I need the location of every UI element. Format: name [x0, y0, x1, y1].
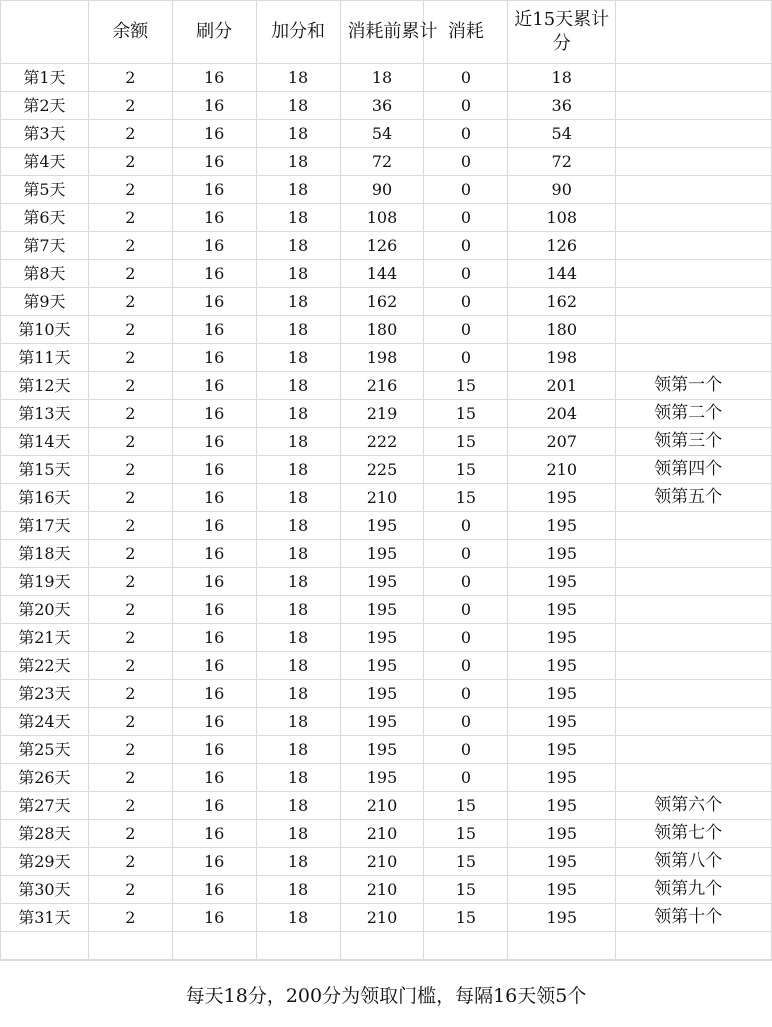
cell-sum[interactable]: 18 [256, 120, 340, 148]
cell-acc[interactable]: 195 [508, 680, 616, 708]
cell-cost[interactable]: 0 [424, 204, 508, 232]
cell-balance[interactable]: 2 [88, 148, 172, 176]
cell-pre[interactable]: 180 [340, 316, 424, 344]
cell-day[interactable]: 第22天 [1, 652, 89, 680]
cell-pre[interactable]: 18 [340, 64, 424, 92]
cell-note[interactable]: 领第十个 [616, 904, 772, 932]
cell-sum[interactable]: 18 [256, 428, 340, 456]
table-row [1, 428, 772, 456]
table-row [1, 540, 772, 568]
cell-day[interactable]: 第19天 [1, 568, 89, 596]
cell-note[interactable] [616, 176, 772, 204]
cell-acc[interactable]: 36 [508, 92, 616, 120]
cell-acc[interactable]: 90 [508, 176, 616, 204]
cell-sum[interactable]: 18 [256, 288, 340, 316]
cell-sum[interactable]: 18 [256, 204, 340, 232]
cell-pre[interactable]: 210 [340, 876, 424, 904]
cell-cost[interactable]: 15 [424, 456, 508, 484]
header-cell-brush[interactable]: 刷分 [172, 1, 256, 64]
header-cell-pre-cost[interactable] [340, 1, 438, 64]
cell-note[interactable]: 领第七个 [616, 820, 772, 848]
cell-note[interactable] [616, 680, 772, 708]
cell-acc[interactable]: 195 [508, 736, 616, 764]
table-row [1, 792, 772, 820]
cell-brush[interactable]: 16 [172, 120, 256, 148]
cell-day[interactable]: 第16天 [1, 484, 89, 512]
cell-brush[interactable]: 16 [172, 428, 256, 456]
cell-cost[interactable]: 15 [424, 848, 508, 876]
cell-pre[interactable]: 222 [340, 428, 424, 456]
cell-brush[interactable]: 16 [172, 316, 256, 344]
cell-sum[interactable]: 18 [256, 792, 340, 820]
cell-acc[interactable]: 195 [508, 484, 616, 512]
cell-balance[interactable]: 2 [88, 316, 172, 344]
empty-cell[interactable] [1, 932, 89, 960]
cell-brush[interactable]: 16 [172, 736, 256, 764]
cell-cost[interactable]: 15 [424, 400, 508, 428]
table-row [1, 148, 772, 176]
cell-acc[interactable]: 195 [508, 792, 616, 820]
table-row [1, 904, 772, 932]
cell-balance[interactable]: 2 [88, 708, 172, 736]
cell-sum[interactable]: 18 [256, 232, 340, 260]
header-pre-cost-text: 消耗前累计 [347, 21, 438, 42]
cell-sum[interactable]: 18 [256, 372, 340, 400]
cell-sum[interactable]: 18 [256, 64, 340, 92]
cell-brush[interactable]: 16 [172, 204, 256, 232]
cell-balance[interactable]: 2 [88, 288, 172, 316]
cell-cost[interactable]: 0 [424, 624, 508, 652]
cell-brush[interactable]: 16 [172, 288, 256, 316]
cell-balance[interactable]: 2 [88, 820, 172, 848]
table-row [1, 288, 772, 316]
cell-day[interactable]: 第5天 [1, 176, 89, 204]
table-row [1, 708, 772, 736]
table-row [1, 764, 772, 792]
table-row [1, 848, 772, 876]
cell-day[interactable]: 第31天 [1, 904, 89, 932]
cell-day[interactable]: 第8天 [1, 260, 89, 288]
cell-pre[interactable]: 195 [340, 708, 424, 736]
cell-sum[interactable]: 18 [256, 876, 340, 904]
cell-balance[interactable]: 2 [88, 372, 172, 400]
cell-day[interactable]: 第29天 [1, 848, 89, 876]
table-row [1, 120, 772, 148]
cell-acc[interactable]: 126 [508, 232, 616, 260]
cell-note[interactable]: 领第九个 [616, 876, 772, 904]
empty-cell[interactable] [508, 932, 616, 960]
cell-pre[interactable]: 216 [340, 372, 424, 400]
cell-brush[interactable]: 16 [172, 400, 256, 428]
cell-acc[interactable]: 108 [508, 204, 616, 232]
cell-sum[interactable]: 18 [256, 540, 340, 568]
cell-note[interactable] [616, 736, 772, 764]
table-row [1, 260, 772, 288]
cell-sum[interactable]: 18 [256, 400, 340, 428]
cell-brush[interactable]: 16 [172, 456, 256, 484]
header-cell-corner[interactable] [1, 1, 89, 64]
cell-sum[interactable]: 18 [256, 344, 340, 372]
cell-brush[interactable]: 16 [172, 232, 256, 260]
cell-brush[interactable]: 16 [172, 540, 256, 568]
cell-note[interactable]: 领第二个 [616, 400, 772, 428]
table-row [1, 372, 772, 400]
cell-cost[interactable]: 0 [424, 680, 508, 708]
cell-cost[interactable]: 0 [424, 568, 508, 596]
cell-pre[interactable]: 195 [340, 652, 424, 680]
cell-day[interactable]: 第18天 [1, 540, 89, 568]
cell-day[interactable]: 第2天 [1, 92, 89, 120]
cell-acc[interactable]: 18 [508, 64, 616, 92]
cell-sum[interactable]: 18 [256, 820, 340, 848]
cell-acc[interactable]: 195 [508, 820, 616, 848]
table-row [1, 484, 772, 512]
table-row [1, 344, 772, 372]
cell-pre[interactable]: 195 [340, 568, 424, 596]
cell-acc[interactable]: 195 [508, 904, 616, 932]
table-row [1, 400, 772, 428]
cell-note[interactable] [616, 512, 772, 540]
cell-note[interactable] [616, 92, 772, 120]
cell-note[interactable]: 领第三个 [616, 428, 772, 456]
cell-sum[interactable]: 18 [256, 568, 340, 596]
cell-sum[interactable]: 18 [256, 176, 340, 204]
cell-cost[interactable]: 15 [424, 428, 508, 456]
cell-sum[interactable]: 18 [256, 708, 340, 736]
cell-pre[interactable]: 195 [340, 540, 424, 568]
cell-acc[interactable]: 210 [508, 456, 616, 484]
cell-balance[interactable]: 2 [88, 540, 172, 568]
cell-brush[interactable]: 16 [172, 596, 256, 624]
cell-balance[interactable]: 2 [88, 568, 172, 596]
cell-balance[interactable]: 2 [88, 400, 172, 428]
empty-cell[interactable] [424, 932, 508, 960]
cell-note[interactable] [616, 764, 772, 792]
cell-note[interactable] [616, 64, 772, 92]
header-cell-note[interactable] [616, 1, 772, 64]
table-row [1, 596, 772, 624]
table-row [1, 232, 772, 260]
table-row [1, 680, 772, 708]
cell-balance[interactable]: 2 [88, 260, 172, 288]
cell-acc[interactable]: 144 [508, 260, 616, 288]
empty-cell[interactable] [340, 932, 424, 960]
cell-cost[interactable]: 15 [424, 904, 508, 932]
table-row [1, 876, 772, 904]
cell-sum[interactable]: 18 [256, 484, 340, 512]
cell-pre[interactable]: 195 [340, 680, 424, 708]
cell-sum[interactable]: 18 [256, 736, 340, 764]
cell-brush[interactable]: 16 [172, 176, 256, 204]
cell-day[interactable]: 第25天 [1, 736, 89, 764]
cell-pre[interactable]: 210 [340, 792, 424, 820]
cell-brush[interactable]: 16 [172, 792, 256, 820]
cell-pre[interactable]: 36 [340, 92, 424, 120]
cell-day[interactable]: 第17天 [1, 512, 89, 540]
cell-balance[interactable]: 2 [88, 64, 172, 92]
cell-balance[interactable]: 2 [88, 596, 172, 624]
cell-balance[interactable]: 2 [88, 484, 172, 512]
cell-sum[interactable]: 18 [256, 848, 340, 876]
cell-cost[interactable]: 0 [424, 596, 508, 624]
cell-brush[interactable]: 16 [172, 848, 256, 876]
cell-brush[interactable]: 16 [172, 652, 256, 680]
table-row [1, 456, 772, 484]
cell-balance[interactable]: 2 [88, 344, 172, 372]
cell-pre[interactable]: 198 [340, 344, 424, 372]
header-cell-balance[interactable]: 余额 [88, 1, 172, 64]
cell-balance[interactable]: 2 [88, 232, 172, 260]
cell-balance[interactable]: 2 [88, 876, 172, 904]
cell-day[interactable]: 第24天 [1, 708, 89, 736]
header-cell-sum[interactable]: 加分和 [256, 1, 340, 64]
cell-pre[interactable]: 54 [340, 120, 424, 148]
cell-day[interactable]: 第10天 [1, 316, 89, 344]
cell-day[interactable]: 第14天 [1, 428, 89, 456]
header-cell-cost[interactable]: 消耗 [424, 1, 508, 64]
cell-sum[interactable]: 18 [256, 92, 340, 120]
cell-cost[interactable]: 0 [424, 120, 508, 148]
cell-note[interactable] [616, 148, 772, 176]
cell-acc[interactable]: 162 [508, 288, 616, 316]
cell-acc[interactable]: 54 [508, 120, 616, 148]
cell-brush[interactable]: 16 [172, 260, 256, 288]
cell-cost[interactable]: 0 [424, 344, 508, 372]
cell-brush[interactable]: 16 [172, 512, 256, 540]
cell-balance[interactable]: 2 [88, 428, 172, 456]
cell-acc[interactable]: 195 [508, 652, 616, 680]
empty-cell[interactable] [88, 932, 172, 960]
table-row [1, 652, 772, 680]
cell-pre[interactable]: 195 [340, 736, 424, 764]
cell-acc[interactable]: 207 [508, 428, 616, 456]
cell-cost[interactable]: 0 [424, 148, 508, 176]
cell-acc[interactable]: 195 [508, 876, 616, 904]
cell-balance[interactable]: 2 [88, 204, 172, 232]
table-row [1, 736, 772, 764]
cell-day[interactable]: 第11天 [1, 344, 89, 372]
cell-balance[interactable]: 2 [88, 120, 172, 148]
cell-pre[interactable]: 195 [340, 624, 424, 652]
cell-balance[interactable]: 2 [88, 456, 172, 484]
cell-note[interactable]: 领第五个 [616, 484, 772, 512]
cell-pre[interactable]: 108 [340, 204, 424, 232]
header-cell-15day[interactable]: 近15天累计分 [508, 1, 616, 64]
table-row [1, 820, 772, 848]
cell-sum[interactable]: 18 [256, 260, 340, 288]
cell-brush[interactable]: 16 [172, 148, 256, 176]
table-row [1, 92, 772, 120]
cell-day[interactable]: 第21天 [1, 624, 89, 652]
cell-sum[interactable]: 18 [256, 316, 340, 344]
cell-cost[interactable]: 0 [424, 708, 508, 736]
cell-cost[interactable]: 0 [424, 764, 508, 792]
cell-balance[interactable]: 2 [88, 680, 172, 708]
cell-cost[interactable]: 15 [424, 372, 508, 400]
cell-day[interactable]: 第3天 [1, 120, 89, 148]
cell-sum[interactable]: 18 [256, 148, 340, 176]
cell-acc[interactable]: 72 [508, 148, 616, 176]
cell-pre[interactable]: 126 [340, 232, 424, 260]
cell-cost[interactable]: 0 [424, 540, 508, 568]
cell-day[interactable]: 第4天 [1, 148, 89, 176]
cell-acc[interactable]: 198 [508, 344, 616, 372]
cell-acc[interactable]: 195 [508, 764, 616, 792]
cell-balance[interactable]: 2 [88, 512, 172, 540]
cell-pre[interactable]: 210 [340, 848, 424, 876]
cell-day[interactable]: 第28天 [1, 820, 89, 848]
table-row [1, 204, 772, 232]
cell-note[interactable] [616, 596, 772, 624]
cell-cost[interactable]: 0 [424, 736, 508, 764]
cell-cost[interactable]: 0 [424, 232, 508, 260]
cell-balance[interactable]: 2 [88, 848, 172, 876]
cell-acc[interactable]: 195 [508, 848, 616, 876]
cell-balance[interactable]: 2 [88, 764, 172, 792]
cell-note[interactable]: 领第一个 [616, 372, 772, 400]
cell-sum[interactable]: 18 [256, 764, 340, 792]
cell-brush[interactable]: 16 [172, 764, 256, 792]
cell-brush[interactable]: 16 [172, 624, 256, 652]
cell-balance[interactable]: 2 [88, 904, 172, 932]
cell-note[interactable] [616, 120, 772, 148]
cell-note[interactable] [616, 232, 772, 260]
cell-sum[interactable]: 18 [256, 596, 340, 624]
cell-brush[interactable]: 16 [172, 372, 256, 400]
cell-brush[interactable]: 16 [172, 820, 256, 848]
cell-balance[interactable]: 2 [88, 652, 172, 680]
cell-acc[interactable]: 204 [508, 400, 616, 428]
cell-pre[interactable]: 195 [340, 596, 424, 624]
cell-brush[interactable]: 16 [172, 64, 256, 92]
cell-day[interactable]: 第9天 [1, 288, 89, 316]
table-row [1, 316, 772, 344]
cell-brush[interactable]: 16 [172, 484, 256, 512]
cell-acc[interactable]: 195 [508, 596, 616, 624]
cell-balance[interactable]: 2 [88, 736, 172, 764]
cell-note[interactable] [616, 540, 772, 568]
cell-brush[interactable]: 16 [172, 680, 256, 708]
cell-cost[interactable]: 0 [424, 92, 508, 120]
cell-sum[interactable]: 18 [256, 904, 340, 932]
cell-note[interactable]: 领第四个 [616, 456, 772, 484]
cell-sum[interactable]: 18 [256, 512, 340, 540]
cell-day[interactable]: 第6天 [1, 204, 89, 232]
cell-cost[interactable]: 15 [424, 792, 508, 820]
cell-sum[interactable]: 18 [256, 652, 340, 680]
cell-day[interactable]: 第23天 [1, 680, 89, 708]
cell-brush[interactable]: 16 [172, 344, 256, 372]
cell-day[interactable]: 第15天 [1, 456, 89, 484]
cell-acc[interactable]: 195 [508, 568, 616, 596]
cell-day[interactable]: 第26天 [1, 764, 89, 792]
cell-note[interactable] [616, 288, 772, 316]
table-row [1, 624, 772, 652]
cell-note[interactable] [616, 344, 772, 372]
cell-brush[interactable]: 16 [172, 708, 256, 736]
cell-pre[interactable]: 210 [340, 904, 424, 932]
cell-acc[interactable]: 180 [508, 316, 616, 344]
cell-cost[interactable]: 0 [424, 316, 508, 344]
cell-pre[interactable]: 225 [340, 456, 424, 484]
cell-acc[interactable]: 195 [508, 624, 616, 652]
cell-brush[interactable]: 16 [172, 568, 256, 596]
cell-brush[interactable]: 16 [172, 92, 256, 120]
header-row [1, 1, 772, 64]
cell-note[interactable] [616, 708, 772, 736]
table-row [1, 176, 772, 204]
cell-pre[interactable]: 219 [340, 400, 424, 428]
cell-note[interactable] [616, 652, 772, 680]
cell-cost[interactable]: 0 [424, 176, 508, 204]
cell-cost[interactable]: 15 [424, 876, 508, 904]
cell-acc[interactable]: 201 [508, 372, 616, 400]
cell-day[interactable]: 第13天 [1, 400, 89, 428]
cell-pre[interactable]: 195 [340, 764, 424, 792]
table-row [1, 64, 772, 92]
cell-sum[interactable]: 18 [256, 456, 340, 484]
cell-note[interactable] [616, 260, 772, 288]
cell-pre[interactable]: 162 [340, 288, 424, 316]
cell-day[interactable]: 第30天 [1, 876, 89, 904]
cell-day[interactable]: 第20天 [1, 596, 89, 624]
cell-day[interactable]: 第27天 [1, 792, 89, 820]
empty-row [1, 932, 772, 960]
cell-day[interactable]: 第7天 [1, 232, 89, 260]
table-row [1, 568, 772, 596]
cell-note[interactable] [616, 624, 772, 652]
cell-cost[interactable]: 15 [424, 484, 508, 512]
cell-note[interactable] [616, 568, 772, 596]
cell-cost[interactable]: 0 [424, 64, 508, 92]
cell-day[interactable]: 第12天 [1, 372, 89, 400]
cell-note[interactable] [616, 316, 772, 344]
cell-acc[interactable]: 195 [508, 540, 616, 568]
empty-cell[interactable] [172, 932, 256, 960]
empty-cell[interactable] [256, 932, 340, 960]
cell-note[interactable]: 领第八个 [616, 848, 772, 876]
cell-pre[interactable]: 144 [340, 260, 424, 288]
cell-balance[interactable]: 2 [88, 176, 172, 204]
cell-pre[interactable]: 72 [340, 148, 424, 176]
cell-balance[interactable]: 2 [88, 92, 172, 120]
cell-cost[interactable]: 0 [424, 288, 508, 316]
cell-cost[interactable]: 0 [424, 512, 508, 540]
cell-acc[interactable]: 195 [508, 708, 616, 736]
empty-cell[interactable] [616, 932, 772, 960]
cell-note[interactable] [616, 204, 772, 232]
cell-sum[interactable]: 18 [256, 624, 340, 652]
cell-cost[interactable]: 15 [424, 820, 508, 848]
cell-acc[interactable]: 195 [508, 512, 616, 540]
cell-note[interactable]: 领第六个 [616, 792, 772, 820]
cell-brush[interactable]: 16 [172, 904, 256, 932]
table-row [1, 512, 772, 540]
cell-cost[interactable]: 0 [424, 260, 508, 288]
cell-balance[interactable]: 2 [88, 624, 172, 652]
cell-pre[interactable]: 195 [340, 512, 424, 540]
cell-cost[interactable]: 0 [424, 652, 508, 680]
footer-note[interactable]: 每天18分，200分为领取门槛，每隔16天领5个 [0, 960, 772, 1027]
cell-pre[interactable]: 210 [340, 820, 424, 848]
cell-brush[interactable]: 16 [172, 876, 256, 904]
cell-pre[interactable]: 90 [340, 176, 424, 204]
cell-pre[interactable]: 210 [340, 484, 424, 512]
cell-balance[interactable]: 2 [88, 792, 172, 820]
cell-sum[interactable]: 18 [256, 680, 340, 708]
cell-day[interactable]: 第1天 [1, 64, 89, 92]
